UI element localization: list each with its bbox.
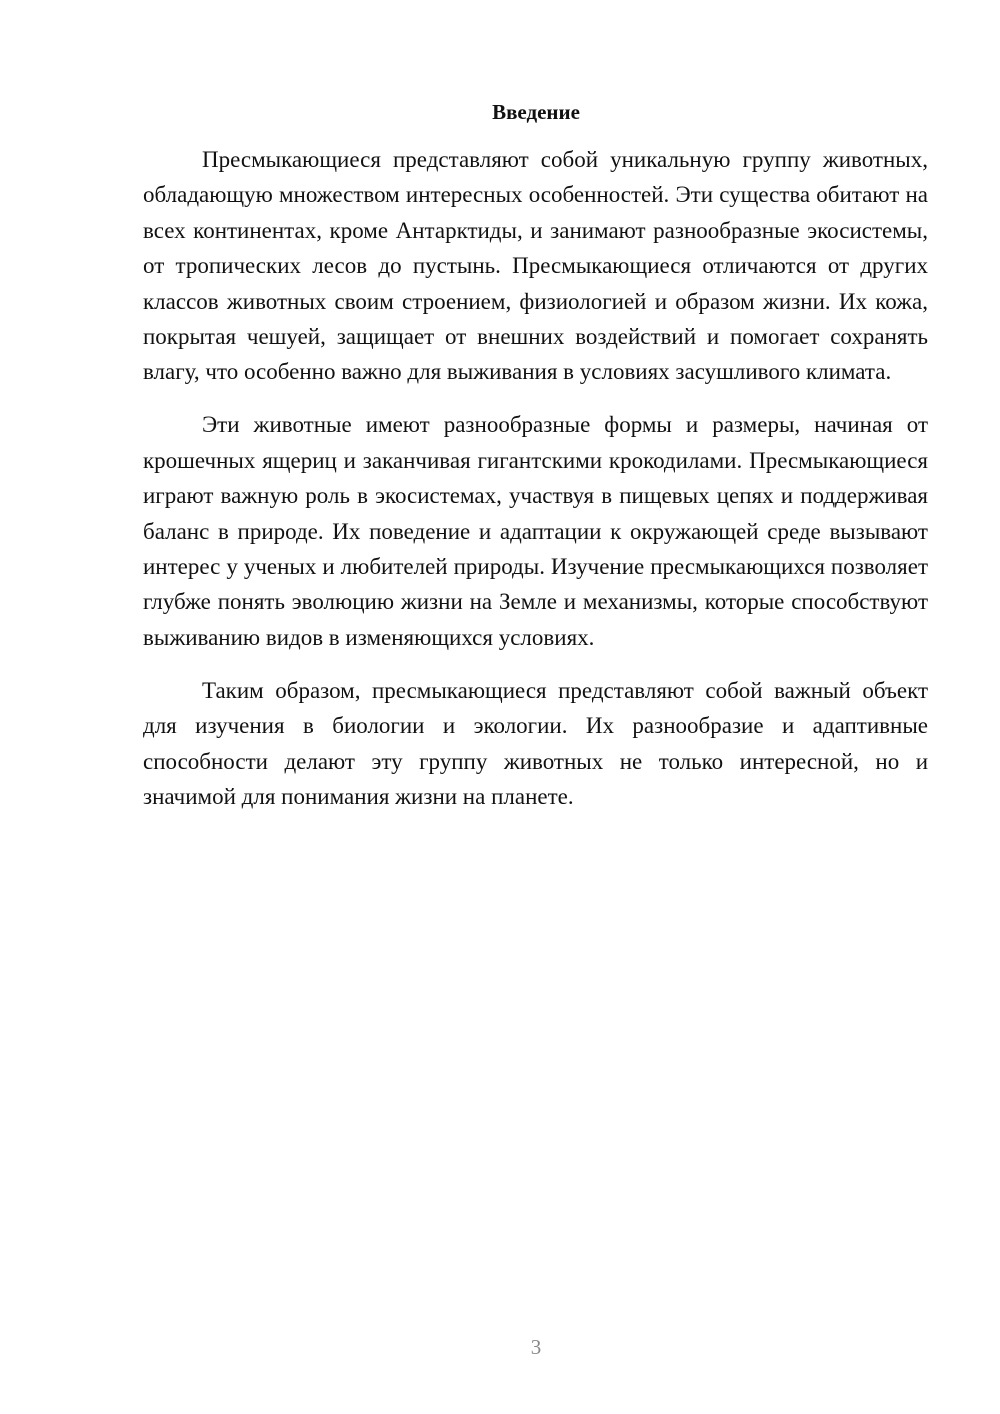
document-body <box>143 142 928 832</box>
paragraph-2: Эти животные имеют разнообразные формы и размеры, начиная от крошечных ящериц и заканчивая гигантскими крокодилами. Пресмыкающиеся играют важную роль в экосистемах, участвуя в пищевых цепях и поддерживая баланс в природе. Их поведение и адаптации к окружающей среде вызывают интерес у ученых и любителей природы. Изучение пресмыкающихся позволяет глубже понять эволюцию жизни на Земле и механизмы, которые способствуют выживанию видов в изменяющихся условиях. <box>143 412 928 650</box>
page-number: 3 <box>530 1335 542 1359</box>
paragraph-1: Пресмыкающиеся представляют собой уникальную группу животных, обладающую множеством интересных особенностей. Эти существа обитают на всех континентах, кроме Антарктиды, и занимают разнообразные экосистемы, от тропических лесов до пустынь. Пресмыкающиеся отличаются от других классов животных своим строением, физиологией и образом жизни. Их кожа, покрытая чешуей, защищает от внешних воздействий и помогает сохранять влагу, что особенно важно для выживания в условиях засушливого климата. <box>143 147 928 385</box>
section-title: Введение <box>492 100 580 124</box>
paragraph-3: Таким образом, пресмыкающиеся представляют собой важный объект для изучения в биологии и экологии. Их разнообразие и адаптивные способности делают эту группу животных не только интересной, но и значимой для понимания жизни на планете. <box>143 677 928 809</box>
